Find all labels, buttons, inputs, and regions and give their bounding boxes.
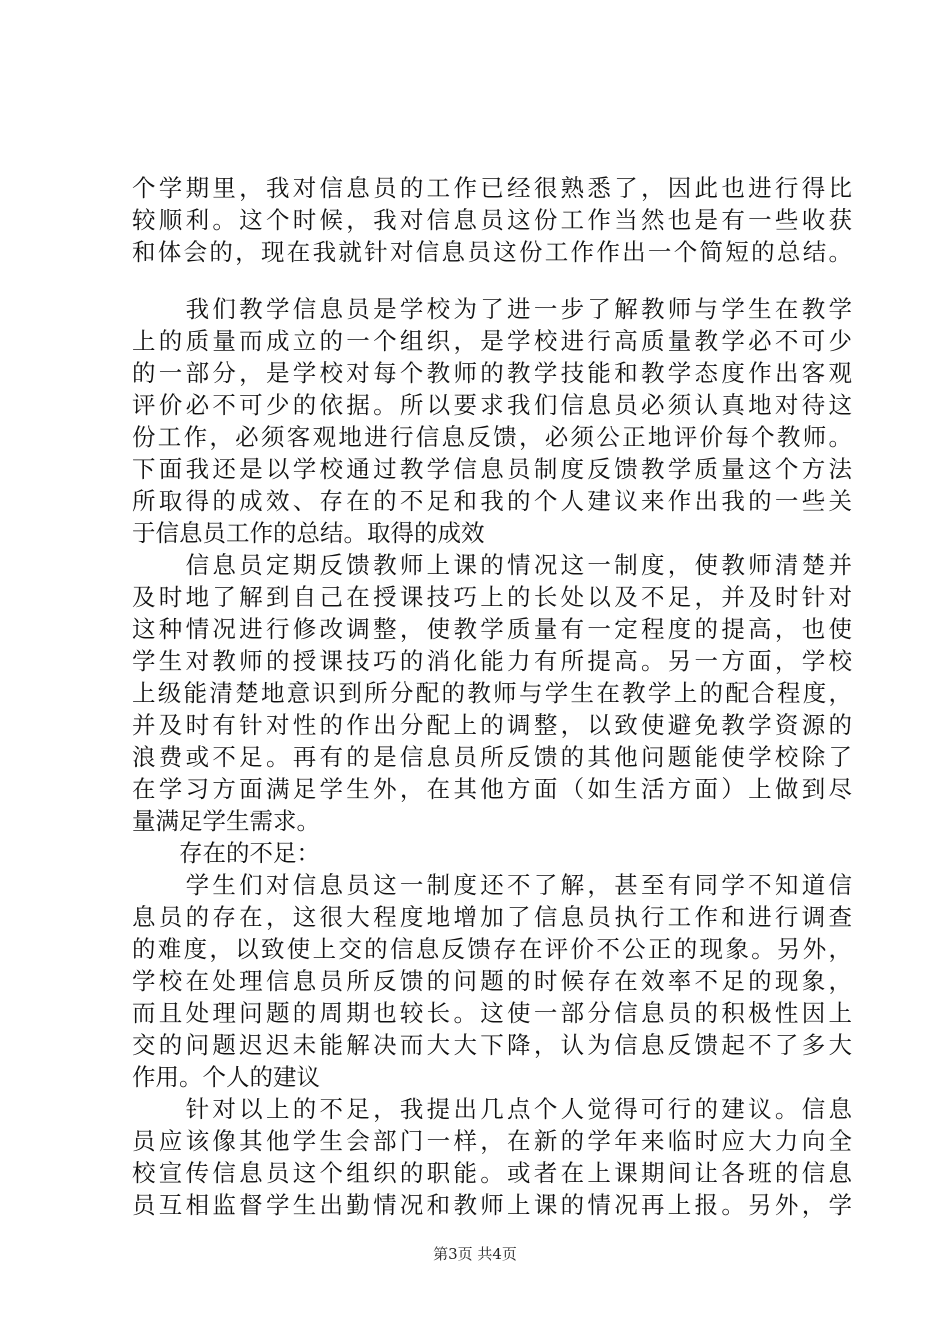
text-line: 学生们对信息员这一制度还不了解，甚至有同学不知道信 (132, 871, 852, 899)
text-line: 息员的存在，这很大程度地增加了信息员执行工作和进行调查 (132, 903, 852, 931)
text-line: 及时地了解到自己在授课技巧上的长处以及不足，并及时针对 (132, 583, 852, 611)
text-line: 量满足学生需求。 (132, 807, 320, 835)
text-line: 所取得的成效、存在的不足和我的个人建议来作出我的一些关 (132, 487, 852, 515)
text-line: 针对以上的不足，我提出几点个人觉得可行的建议。信息 (132, 1095, 852, 1123)
text-line: 和体会的，现在我就针对信息员这份工作作出一个简短的总结。 (132, 238, 852, 266)
text-line: 的一部分，是学校对每个教师的教学技能和教学态度作出客观 (132, 359, 852, 387)
text-line: 下面我还是以学校通过教学信息员制度反馈教学质量这个方法 (132, 455, 852, 483)
text-line: 的难度，以致使上交的信息反馈存在评价不公正的现象。另外， (132, 935, 852, 963)
section-heading (132, 837, 852, 869)
text-line: 并及时有针对性的作出分配上的调整，以致使避免教学资源的 (132, 711, 852, 739)
text-line: 校宣传信息员这个组织的职能。或者在上课期间让各班的信息 (132, 1159, 852, 1187)
paragraph-gap (132, 268, 852, 293)
text-line: 个学期里，我对信息员的工作已经很熟悉了，因此也进行得比 (132, 174, 852, 202)
text-line: 浪费或不足。再有的是信息员所反馈的其他问题能使学校除了 (132, 743, 852, 771)
text-line: 于信息员工作的总结。取得的成效 (132, 519, 485, 547)
paragraph (132, 172, 852, 268)
text-line: 评价必不可少的依据。所以要求我们信息员必须认真地对待这 (132, 391, 852, 419)
text-line: 在学习方面满足学生外，在其他方面（如生活方面）上做到尽 (132, 775, 852, 803)
paragraph (132, 293, 852, 549)
text-line: 上的质量而成立的一个组织，是学校进行高质量教学必不可少 (132, 327, 852, 355)
text-line: 员互相监督学生出勤情况和教师上课的情况再上报。另外，学 (132, 1191, 852, 1219)
text-line: 份工作，必须客观地进行信息反馈，必须公正地评价每个教师。 (132, 423, 852, 451)
paragraph (132, 869, 852, 1093)
text-line: 这种情况进行修改调整，使教学质量有一定程度的提高，也使 (132, 615, 852, 643)
text-line: 而且处理问题的周期也较长。这使一部分信息员的积极性因上 (132, 999, 852, 1027)
text-line: 员应该像其他学生会部门一样，在新的学年来临时应大力向全 (132, 1127, 852, 1155)
text-line: 学生对教师的授课技巧的消化能力有所提高。另一方面，学校 (132, 647, 852, 675)
text-line: 作用。个人的建议 (132, 1063, 320, 1091)
text-line: 上级能清楚地意识到所分配的教师与学生在教学上的配合程度， (132, 679, 852, 707)
document-body (132, 172, 852, 1221)
text-line: 我们教学信息员是学校为了进一步了解教师与学生在教学 (132, 295, 852, 323)
text-line: 信息员定期反馈教师上课的情况这一制度，使教师清楚并 (132, 551, 852, 579)
paragraph (132, 1093, 852, 1221)
text-line: 存在的不足： (132, 839, 320, 867)
page-number-footer: 第3页 共4页 (433, 1245, 517, 1263)
text-line: 学校在处理信息员所反馈的问题的时候存在效率不足的现象， (132, 967, 852, 995)
text-line: 交的问题迟迟未能解决而大大下降，认为信息反馈起不了多大 (132, 1031, 852, 1059)
text-line: 较顺利。这个时候，我对信息员这份工作当然也是有一些收获 (132, 206, 852, 234)
paragraph (132, 549, 852, 837)
